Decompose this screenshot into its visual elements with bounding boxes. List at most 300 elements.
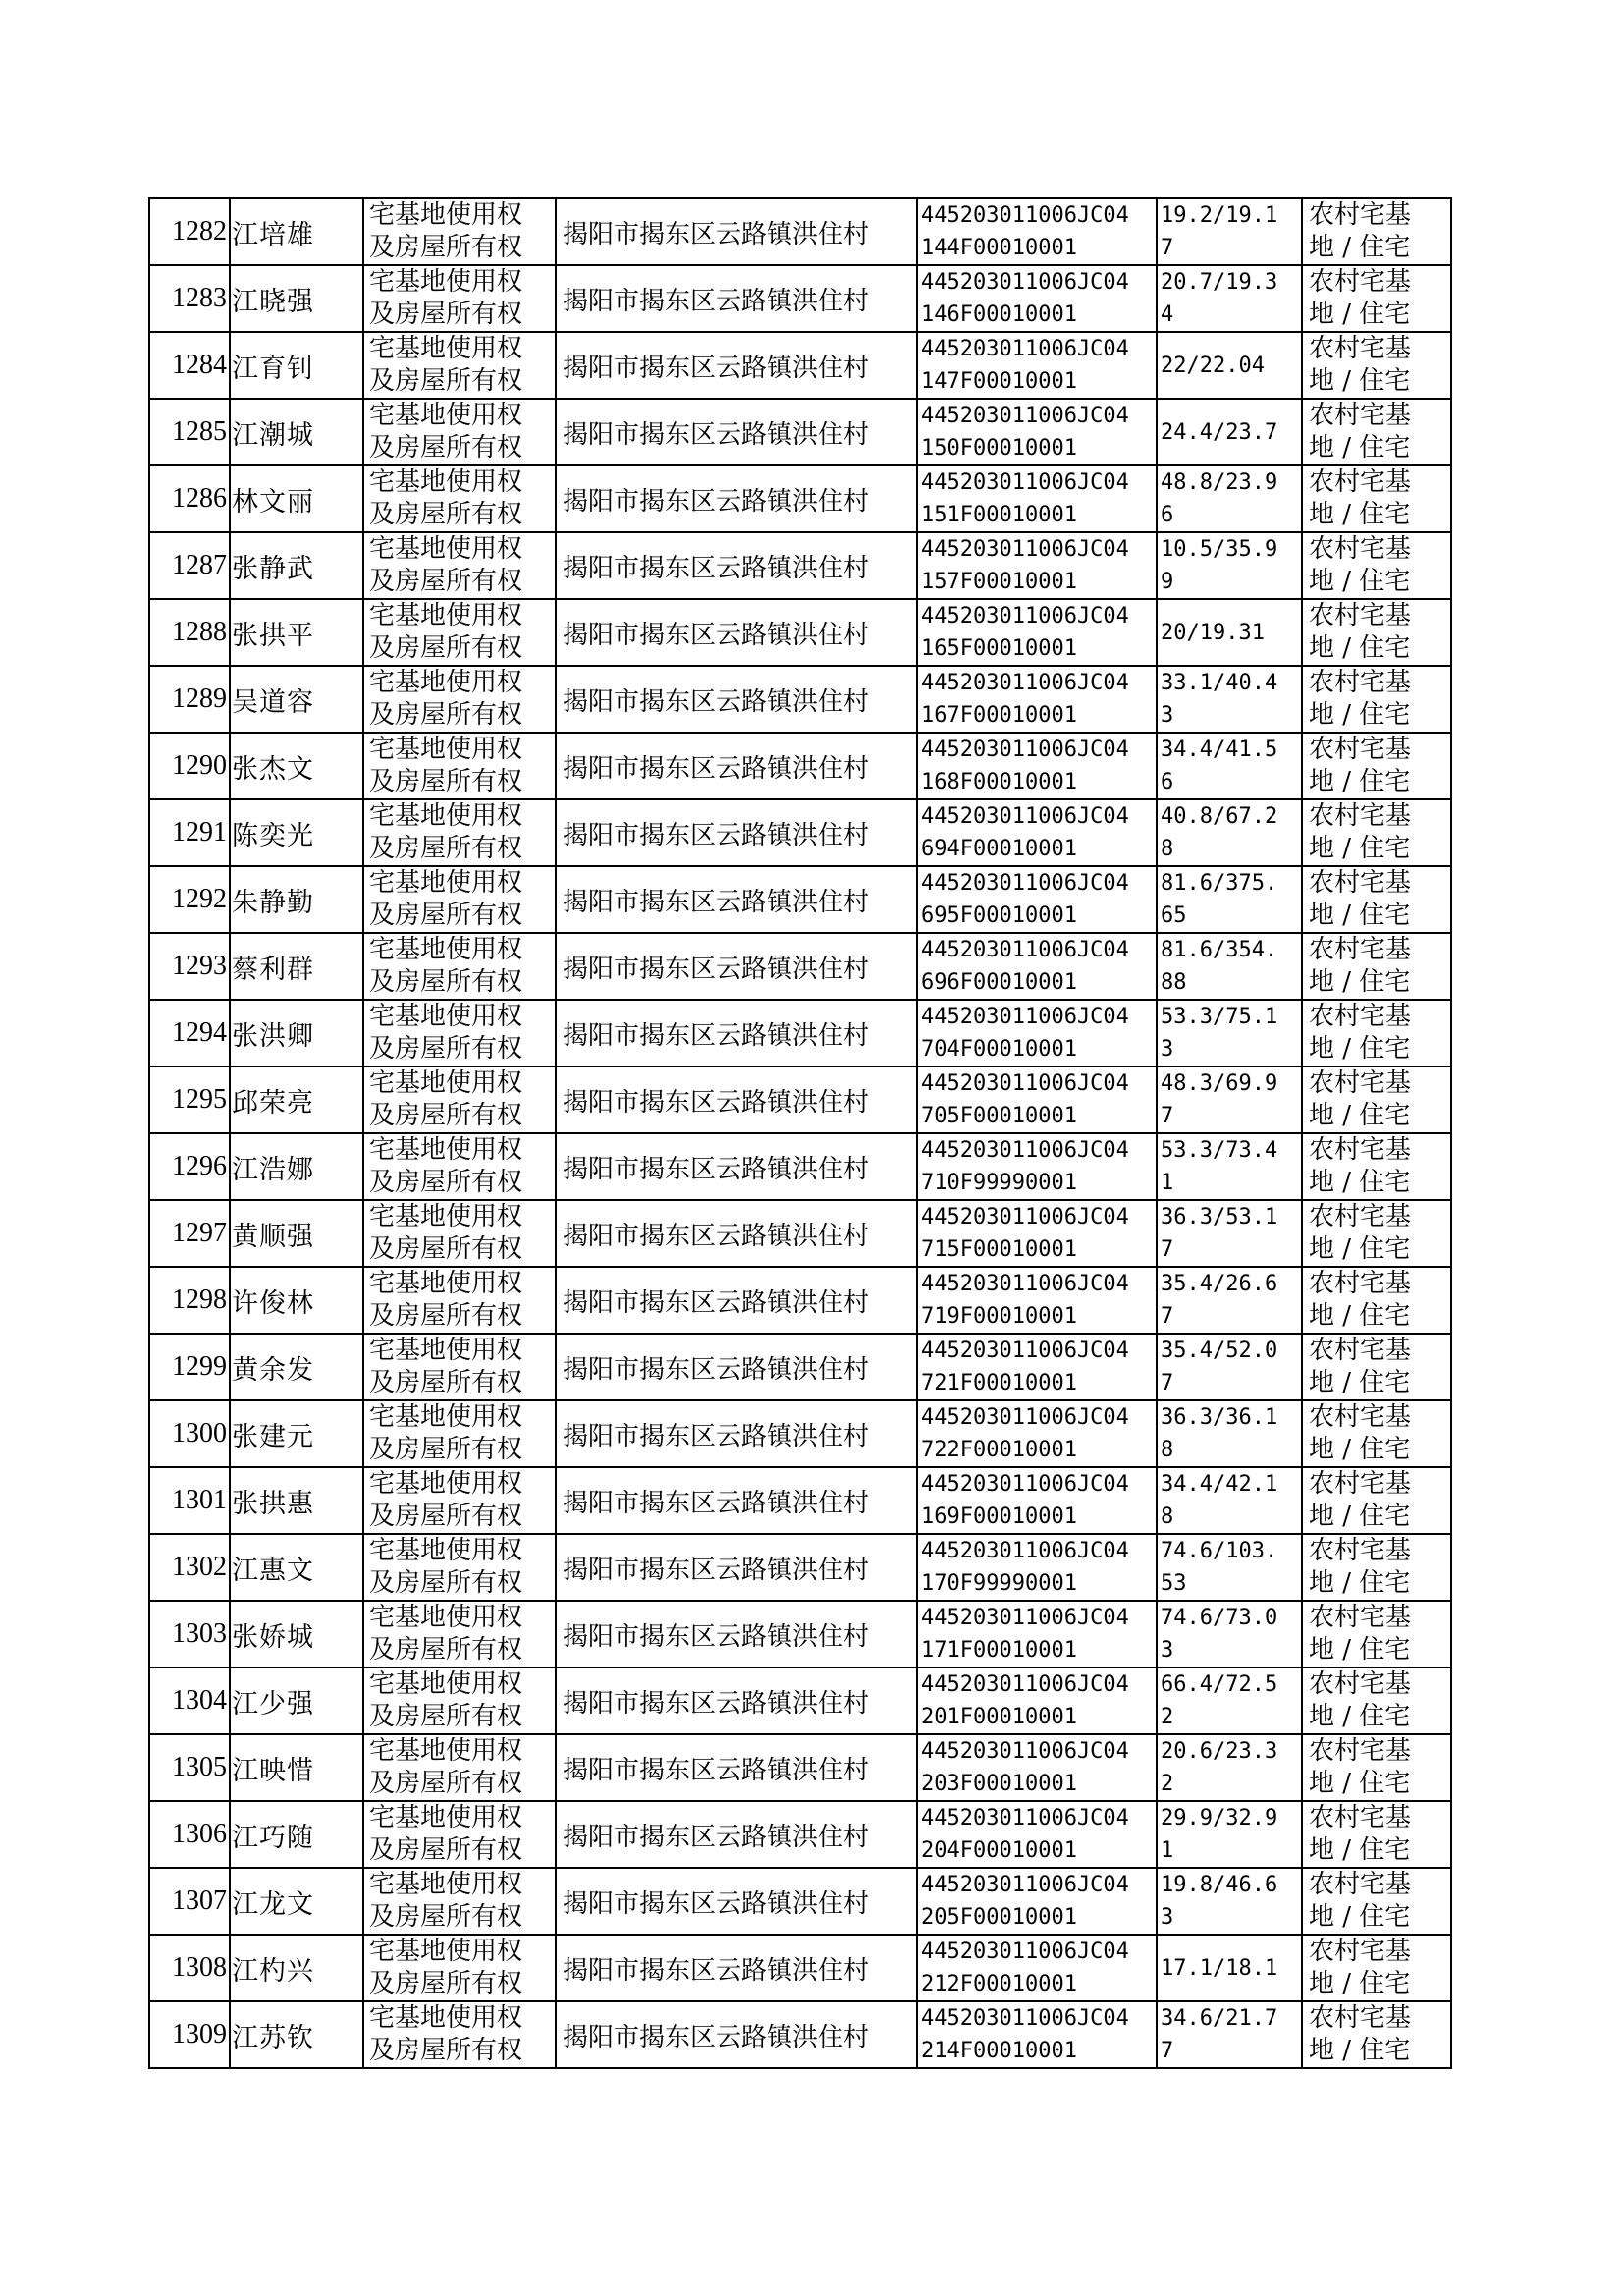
table-row xyxy=(149,1801,1451,1868)
table-row xyxy=(149,733,1451,799)
cell-unit-code-line: 721F00010001 xyxy=(921,1371,1077,1395)
cell-unit-code-line: 445203011006JC04 xyxy=(921,1739,1129,1764)
cell-right-type xyxy=(363,1467,556,1534)
cell-record-number: 1290 xyxy=(149,733,230,799)
cell-area-line: 53.3/75.1 xyxy=(1161,1005,1278,1029)
cell-area-line: 19.2/19.1 xyxy=(1161,203,1278,228)
cell-area xyxy=(1157,1734,1302,1801)
cell-area xyxy=(1157,1868,1302,1935)
cell-area-line: 1 xyxy=(1161,1838,1174,1863)
cell-unit-code xyxy=(917,1200,1157,1267)
cell-unit-code-line: 203F00010001 xyxy=(921,1772,1077,1796)
cell-right-type xyxy=(363,399,556,465)
cell-unit-code-line: 445203011006JC04 xyxy=(921,404,1129,428)
cell-unit-code xyxy=(917,332,1157,399)
table-row xyxy=(149,666,1451,733)
cell-record-number: 1306 xyxy=(149,1801,230,1868)
cell-right-type-line: 宅基地使用权 xyxy=(369,1269,523,1298)
cell-area xyxy=(1157,1667,1302,1734)
cell-right-type xyxy=(363,1334,556,1400)
cell-area xyxy=(1157,1133,1302,1200)
cell-holder-name: 张拱平 xyxy=(230,599,363,666)
cell-land-use-line: 地 / 住宅 xyxy=(1309,1301,1411,1331)
cell-right-type-line: 及房屋所有权 xyxy=(369,700,523,730)
cell-right-type-line: 宅基地使用权 xyxy=(369,401,523,430)
cell-right-type-line: 及房屋所有权 xyxy=(369,1368,523,1397)
cell-land-use-line: 地 / 住宅 xyxy=(1309,433,1411,463)
table-row xyxy=(149,1534,1451,1601)
cell-location: 揭阳市揭东区云路镇洪住村 xyxy=(556,1734,917,1801)
cell-area xyxy=(1157,332,1302,399)
cell-unit-code-line: 445203011006JC04 xyxy=(921,804,1129,829)
cell-area xyxy=(1157,1267,1302,1334)
cell-unit-code xyxy=(917,1868,1157,1935)
cell-unit-code xyxy=(917,1334,1157,1400)
cell-unit-code-line: 146F00010001 xyxy=(921,302,1077,327)
cell-unit-code-line: 445203011006JC04 xyxy=(921,1071,1129,1096)
cell-right-type-line: 宅基地使用权 xyxy=(369,1603,523,1632)
cell-land-use xyxy=(1302,599,1451,666)
cell-land-use-line: 农村宅基 xyxy=(1309,601,1412,630)
cell-land-use xyxy=(1302,1400,1451,1467)
cell-record-number: 1292 xyxy=(149,866,230,933)
cell-location: 揭阳市揭东区云路镇洪住村 xyxy=(556,933,917,1000)
table-row xyxy=(149,599,1451,666)
cell-land-use-line: 地 / 住宅 xyxy=(1309,901,1411,930)
table-row xyxy=(149,1467,1451,1534)
cell-record-number: 1309 xyxy=(149,2001,230,2068)
cell-unit-code-line: 169F00010001 xyxy=(921,1504,1077,1529)
table-row xyxy=(149,1734,1451,1801)
cell-unit-code xyxy=(917,1133,1157,1200)
cell-land-use-line: 地 / 住宅 xyxy=(1309,2036,1411,2065)
cell-right-type-line: 宅基地使用权 xyxy=(369,868,523,898)
cell-land-use xyxy=(1302,265,1451,332)
cell-area-line: 53.3/73.4 xyxy=(1161,1138,1278,1163)
cell-area-line: 40.8/67.2 xyxy=(1161,804,1278,829)
cell-record-number: 1297 xyxy=(149,1200,230,1267)
cell-holder-name: 江龙文 xyxy=(230,1868,363,1935)
cell-unit-code xyxy=(917,1534,1157,1601)
cell-unit-code xyxy=(917,1400,1157,1467)
cell-location: 揭阳市揭东区云路镇洪住村 xyxy=(556,1400,917,1467)
cell-unit-code-line: 445203011006JC04 xyxy=(921,1806,1129,1831)
cell-land-use xyxy=(1302,933,1451,1000)
cell-unit-code-line: 150F00010001 xyxy=(921,436,1077,461)
cell-unit-code-line: 214F00010001 xyxy=(921,2039,1077,2063)
table-row xyxy=(149,1400,1451,1467)
table-body xyxy=(149,198,1451,2068)
cell-right-type xyxy=(363,733,556,799)
cell-area-line: 2 xyxy=(1161,1772,1174,1796)
cell-right-type xyxy=(363,332,556,399)
cell-area-line: 4 xyxy=(1161,302,1174,327)
cell-record-number: 1300 xyxy=(149,1400,230,1467)
cell-land-use-line: 地 / 住宅 xyxy=(1309,967,1411,997)
cell-record-number: 1302 xyxy=(149,1534,230,1601)
cell-right-type-line: 及房屋所有权 xyxy=(369,967,523,997)
cell-unit-code-line: 445203011006JC04 xyxy=(921,1873,1129,1897)
cell-holder-name: 张静武 xyxy=(230,532,363,599)
cell-unit-code-line: 719F00010001 xyxy=(921,1304,1077,1329)
cell-land-use xyxy=(1302,666,1451,733)
cell-record-number: 1285 xyxy=(149,399,230,465)
cell-right-type xyxy=(363,1200,556,1267)
cell-right-type-line: 及房屋所有权 xyxy=(369,1702,523,1731)
cell-record-number: 1295 xyxy=(149,1066,230,1133)
cell-right-type-line: 宅基地使用权 xyxy=(369,334,523,363)
cell-land-use-line: 农村宅基 xyxy=(1309,1937,1412,1966)
cell-unit-code-line: 201F00010001 xyxy=(921,1705,1077,1729)
cell-land-use xyxy=(1302,799,1451,866)
cell-area-line: 3 xyxy=(1161,1638,1174,1663)
cell-unit-code-line: 445203011006JC04 xyxy=(921,1339,1129,1363)
cell-record-number: 1303 xyxy=(149,1601,230,1667)
cell-location: 揭阳市揭东区云路镇洪住村 xyxy=(556,265,917,332)
cell-right-type xyxy=(363,1868,556,1935)
cell-unit-code-line: 445203011006JC04 xyxy=(921,537,1129,562)
cell-area xyxy=(1157,2001,1302,2068)
table-row xyxy=(149,2001,1451,2068)
cell-right-type-line: 宅基地使用权 xyxy=(369,2003,523,2033)
cell-location: 揭阳市揭东区云路镇洪住村 xyxy=(556,733,917,799)
cell-unit-code xyxy=(917,1000,1157,1066)
cell-location: 揭阳市揭东区云路镇洪住村 xyxy=(556,1467,917,1534)
cell-land-use-line: 地 / 住宅 xyxy=(1309,1835,1411,1865)
cell-unit-code xyxy=(917,733,1157,799)
cell-area-line: 65 xyxy=(1161,903,1187,928)
cell-area xyxy=(1157,399,1302,465)
cell-land-use xyxy=(1302,465,1451,532)
cell-location: 揭阳市揭东区云路镇洪住村 xyxy=(556,532,917,599)
cell-right-type xyxy=(363,1734,556,1801)
cell-area-line: 48.3/69.9 xyxy=(1161,1071,1278,1096)
cell-unit-code-line: 695F00010001 xyxy=(921,903,1077,928)
cell-holder-name: 江苏钦 xyxy=(230,2001,363,2068)
cell-land-use-line: 农村宅基 xyxy=(1309,1202,1412,1231)
cell-unit-code-line: 704F00010001 xyxy=(921,1037,1077,1062)
cell-land-use xyxy=(1302,1334,1451,1400)
cell-area xyxy=(1157,1935,1302,2001)
cell-area-line: 17.1/18.1 xyxy=(1161,1955,1278,1981)
cell-area xyxy=(1157,666,1302,733)
table-row xyxy=(149,1935,1451,2001)
cell-right-type-line: 及房屋所有权 xyxy=(369,1568,523,1598)
cell-area xyxy=(1157,1801,1302,1868)
cell-unit-code-line: 204F00010001 xyxy=(921,1838,1077,1863)
cell-record-number: 1307 xyxy=(149,1868,230,1935)
cell-holder-name: 江晓强 xyxy=(230,265,363,332)
cell-right-type-line: 及房屋所有权 xyxy=(369,2036,523,2065)
table-row xyxy=(149,1133,1451,1200)
cell-record-number: 1293 xyxy=(149,933,230,1000)
cell-right-type xyxy=(363,599,556,666)
cell-area xyxy=(1157,599,1302,666)
cell-unit-code xyxy=(917,1935,1157,2001)
cell-unit-code-line: 445203011006JC04 xyxy=(921,738,1129,762)
cell-unit-code-line: 445203011006JC04 xyxy=(921,270,1129,295)
cell-area-line: 8 xyxy=(1161,837,1174,861)
cell-unit-code-line: 212F00010001 xyxy=(921,1972,1077,1996)
cell-area-line: 6 xyxy=(1161,770,1174,794)
cell-land-use-line: 农村宅基 xyxy=(1309,868,1412,898)
cell-land-use-line: 农村宅基 xyxy=(1309,1736,1412,1766)
cell-location: 揭阳市揭东区云路镇洪住村 xyxy=(556,1200,917,1267)
cell-right-type-line: 宅基地使用权 xyxy=(369,1469,523,1499)
cell-unit-code-line: 445203011006JC04 xyxy=(921,1005,1129,1029)
cell-right-type xyxy=(363,1935,556,2001)
cell-right-type-line: 及房屋所有权 xyxy=(369,300,523,329)
cell-area xyxy=(1157,465,1302,532)
cell-right-type-line: 宅基地使用权 xyxy=(369,534,523,564)
cell-land-use xyxy=(1302,1868,1451,1935)
cell-land-use-line: 农村宅基 xyxy=(1309,1669,1412,1699)
cell-holder-name: 林文丽 xyxy=(230,465,363,532)
cell-land-use-line: 农村宅基 xyxy=(1309,467,1412,497)
cell-right-type-line: 及房屋所有权 xyxy=(369,1034,523,1064)
cell-land-use-line: 地 / 住宅 xyxy=(1309,1902,1411,1932)
cell-location: 揭阳市揭东区云路镇洪住村 xyxy=(556,332,917,399)
cell-location: 揭阳市揭东区云路镇洪住村 xyxy=(556,666,917,733)
cell-right-type-line: 及房屋所有权 xyxy=(369,901,523,930)
cell-location: 揭阳市揭东区云路镇洪住村 xyxy=(556,1334,917,1400)
cell-holder-name: 张杰文 xyxy=(230,733,363,799)
cell-location: 揭阳市揭东区云路镇洪住村 xyxy=(556,1601,917,1667)
cell-unit-code-line: 445203011006JC04 xyxy=(921,1472,1129,1497)
cell-land-use-line: 农村宅基 xyxy=(1309,1469,1412,1499)
cell-location: 揭阳市揭东区云路镇洪住村 xyxy=(556,465,917,532)
cell-unit-code-line: 151F00010001 xyxy=(921,503,1077,527)
cell-holder-name: 黄顺强 xyxy=(230,1200,363,1267)
cell-right-type-line: 及房屋所有权 xyxy=(369,1234,523,1264)
cell-location: 揭阳市揭东区云路镇洪住村 xyxy=(556,1133,917,1200)
cell-area xyxy=(1157,799,1302,866)
cell-right-type-line: 宅基地使用权 xyxy=(369,1002,523,1031)
cell-land-use-line: 农村宅基 xyxy=(1309,200,1412,230)
cell-land-use-line: 地 / 住宅 xyxy=(1309,366,1411,396)
cell-unit-code xyxy=(917,198,1157,265)
cell-land-use-line: 地 / 住宅 xyxy=(1309,300,1411,329)
cell-area-line: 34.4/42.1 xyxy=(1161,1472,1278,1497)
table-row xyxy=(149,399,1451,465)
cell-right-type-line: 宅基地使用权 xyxy=(369,668,523,697)
cell-land-use-line: 农村宅基 xyxy=(1309,1870,1412,1899)
cell-right-type xyxy=(363,1267,556,1334)
table-row xyxy=(149,933,1451,1000)
cell-land-use-line: 地 / 住宅 xyxy=(1309,500,1411,529)
cell-record-number: 1286 xyxy=(149,465,230,532)
cell-land-use-line: 农村宅基 xyxy=(1309,1402,1412,1432)
cell-location: 揭阳市揭东区云路镇洪住村 xyxy=(556,399,917,465)
cell-right-type xyxy=(363,465,556,532)
cell-right-type-line: 宅基地使用权 xyxy=(369,801,523,831)
cell-unit-code-line: 445203011006JC04 xyxy=(921,1940,1129,1964)
cell-right-type xyxy=(363,1801,556,1868)
cell-unit-code-line: 157F00010001 xyxy=(921,570,1077,594)
cell-right-type xyxy=(363,532,556,599)
cell-holder-name: 江育钊 xyxy=(230,332,363,399)
cell-area-line: 9 xyxy=(1161,570,1174,594)
cell-land-use-line: 农村宅基 xyxy=(1309,2003,1412,2033)
cell-right-type-line: 宅基地使用权 xyxy=(369,200,523,230)
cell-area-line: 35.4/52.0 xyxy=(1161,1339,1278,1363)
cell-land-use-line: 农村宅基 xyxy=(1309,1536,1412,1565)
cell-area xyxy=(1157,1400,1302,1467)
cell-land-use xyxy=(1302,1935,1451,2001)
cell-unit-code xyxy=(917,1801,1157,1868)
cell-land-use-line: 农村宅基 xyxy=(1309,267,1412,297)
table-row xyxy=(149,1200,1451,1267)
cell-land-use xyxy=(1302,1667,1451,1734)
table-row xyxy=(149,1667,1451,1734)
cell-holder-name: 邱荣亮 xyxy=(230,1066,363,1133)
cell-land-use-line: 农村宅基 xyxy=(1309,1002,1412,1031)
table-row xyxy=(149,532,1451,599)
cell-right-type-line: 宅基地使用权 xyxy=(369,1803,523,1832)
cell-unit-code xyxy=(917,1467,1157,1534)
cell-unit-code-line: 710F99990001 xyxy=(921,1171,1077,1195)
cell-right-type-line: 宅基地使用权 xyxy=(369,1402,523,1432)
cell-right-type-line: 宅基地使用权 xyxy=(369,1135,523,1165)
cell-land-use-line: 农村宅基 xyxy=(1309,735,1412,764)
cell-unit-code-line: 445203011006JC04 xyxy=(921,1138,1129,1163)
cell-holder-name: 黄余发 xyxy=(230,1334,363,1400)
cell-right-type-line: 宅基地使用权 xyxy=(369,467,523,497)
cell-unit-code-line: 165F00010001 xyxy=(921,636,1077,661)
cell-right-type-line: 及房屋所有权 xyxy=(369,567,523,596)
cell-land-use-line: 地 / 住宅 xyxy=(1309,700,1411,730)
cell-holder-name: 张拱惠 xyxy=(230,1467,363,1534)
cell-area xyxy=(1157,1467,1302,1534)
cell-area-line: 1 xyxy=(1161,1171,1174,1195)
cell-unit-code-line: 205F00010001 xyxy=(921,1905,1077,1930)
cell-record-number: 1283 xyxy=(149,265,230,332)
cell-unit-code xyxy=(917,1734,1157,1801)
cell-unit-code xyxy=(917,866,1157,933)
cell-holder-name: 朱静勤 xyxy=(230,866,363,933)
cell-area-line: 7 xyxy=(1161,2039,1174,2063)
cell-area-line: 7 xyxy=(1161,1237,1174,1262)
cell-right-type-line: 宅基地使用权 xyxy=(369,735,523,764)
cell-area-line: 36.3/53.1 xyxy=(1161,1205,1278,1229)
cell-unit-code xyxy=(917,799,1157,866)
cell-land-use xyxy=(1302,1066,1451,1133)
cell-area-line: 7 xyxy=(1161,1304,1174,1329)
cell-area-line: 74.6/73.0 xyxy=(1161,1606,1278,1630)
cell-land-use-line: 农村宅基 xyxy=(1309,334,1412,363)
cell-land-use-line: 地 / 住宅 xyxy=(1309,1034,1411,1064)
cell-right-type xyxy=(363,1400,556,1467)
cell-holder-name: 江巧随 xyxy=(230,1801,363,1868)
cell-land-use-line: 地 / 住宅 xyxy=(1309,1969,1411,1998)
cell-location: 揭阳市揭东区云路镇洪住村 xyxy=(556,1801,917,1868)
table-row xyxy=(149,1601,1451,1667)
cell-right-type-line: 及房屋所有权 xyxy=(369,1969,523,1998)
cell-unit-code-line: 715F00010001 xyxy=(921,1237,1077,1262)
cell-land-use-line: 地 / 住宅 xyxy=(1309,1168,1411,1197)
cell-area xyxy=(1157,198,1302,265)
cell-location: 揭阳市揭东区云路镇洪住村 xyxy=(556,1066,917,1133)
cell-area xyxy=(1157,1000,1302,1066)
cell-location: 揭阳市揭东区云路镇洪住村 xyxy=(556,599,917,666)
cell-right-type-line: 及房屋所有权 xyxy=(369,233,523,262)
cell-right-type-line: 宅基地使用权 xyxy=(369,267,523,297)
cell-holder-name: 张建元 xyxy=(230,1400,363,1467)
cell-record-number: 1301 xyxy=(149,1467,230,1534)
cell-land-use xyxy=(1302,1267,1451,1334)
cell-unit-code-line: 445203011006JC04 xyxy=(921,1672,1129,1697)
cell-land-use xyxy=(1302,733,1451,799)
cell-holder-name: 江浩娜 xyxy=(230,1133,363,1200)
cell-area-line: 81.6/375. xyxy=(1161,871,1278,896)
cell-right-type xyxy=(363,1000,556,1066)
cell-land-use-line: 地 / 住宅 xyxy=(1309,233,1411,262)
cell-land-use-line: 农村宅基 xyxy=(1309,1803,1412,1832)
cell-area-line: 2 xyxy=(1161,1705,1174,1729)
cell-right-type-line: 及房屋所有权 xyxy=(369,433,523,463)
cell-unit-code-line: 445203011006JC04 xyxy=(921,203,1129,228)
cell-record-number: 1305 xyxy=(149,1734,230,1801)
cell-record-number: 1299 xyxy=(149,1334,230,1400)
cell-land-use xyxy=(1302,532,1451,599)
cell-unit-code-line: 170F99990001 xyxy=(921,1571,1077,1596)
cell-area-line: 34.4/41.5 xyxy=(1161,738,1278,762)
cell-land-use-line: 农村宅基 xyxy=(1309,1269,1412,1298)
table-row xyxy=(149,1868,1451,1935)
cell-area xyxy=(1157,1534,1302,1601)
cell-unit-code-line: 445203011006JC04 xyxy=(921,2006,1129,2031)
cell-right-type xyxy=(363,1133,556,1200)
cell-area-line: 3 xyxy=(1161,1037,1174,1062)
cell-holder-name: 江潮城 xyxy=(230,399,363,465)
cell-right-type xyxy=(363,2001,556,2068)
cell-holder-name: 江少强 xyxy=(230,1667,363,1734)
cell-unit-code xyxy=(917,1267,1157,1334)
cell-record-number: 1294 xyxy=(149,1000,230,1066)
cell-right-type-line: 宅基地使用权 xyxy=(369,1669,523,1699)
cell-land-use-line: 地 / 住宅 xyxy=(1309,1568,1411,1598)
cell-area-line: 10.5/35.9 xyxy=(1161,537,1278,562)
cell-unit-code-line: 445203011006JC04 xyxy=(921,470,1129,495)
cell-right-type-line: 及房屋所有权 xyxy=(369,1835,523,1865)
cell-land-use-line: 农村宅基 xyxy=(1309,534,1412,564)
cell-right-type xyxy=(363,1667,556,1734)
cell-right-type-line: 及房屋所有权 xyxy=(369,1101,523,1130)
cell-right-type-line: 及房屋所有权 xyxy=(369,767,523,796)
cell-unit-code-line: 445203011006JC04 xyxy=(921,871,1129,896)
cell-area-line: 81.6/354. xyxy=(1161,938,1278,962)
cell-area xyxy=(1157,265,1302,332)
cell-unit-code-line: 445203011006JC04 xyxy=(921,938,1129,962)
cell-area-line: 7 xyxy=(1161,1104,1174,1128)
cell-right-type-line: 及房屋所有权 xyxy=(369,1769,523,1798)
cell-area xyxy=(1157,933,1302,1000)
cell-area-line: 8 xyxy=(1161,1438,1174,1462)
cell-right-type-line: 及房屋所有权 xyxy=(369,1902,523,1932)
cell-record-number: 1298 xyxy=(149,1267,230,1334)
cell-holder-name: 张洪卿 xyxy=(230,1000,363,1066)
table-row xyxy=(149,1334,1451,1400)
cell-land-use-line: 地 / 住宅 xyxy=(1309,1368,1411,1397)
cell-unit-code xyxy=(917,933,1157,1000)
cell-record-number: 1282 xyxy=(149,198,230,265)
cell-holder-name: 陈奕光 xyxy=(230,799,363,866)
cell-land-use-line: 地 / 住宅 xyxy=(1309,834,1411,863)
cell-unit-code xyxy=(917,265,1157,332)
cell-right-type-line: 及房屋所有权 xyxy=(369,500,523,529)
cell-area-line: 7 xyxy=(1161,236,1174,260)
cell-right-type-line: 及房屋所有权 xyxy=(369,1635,523,1665)
